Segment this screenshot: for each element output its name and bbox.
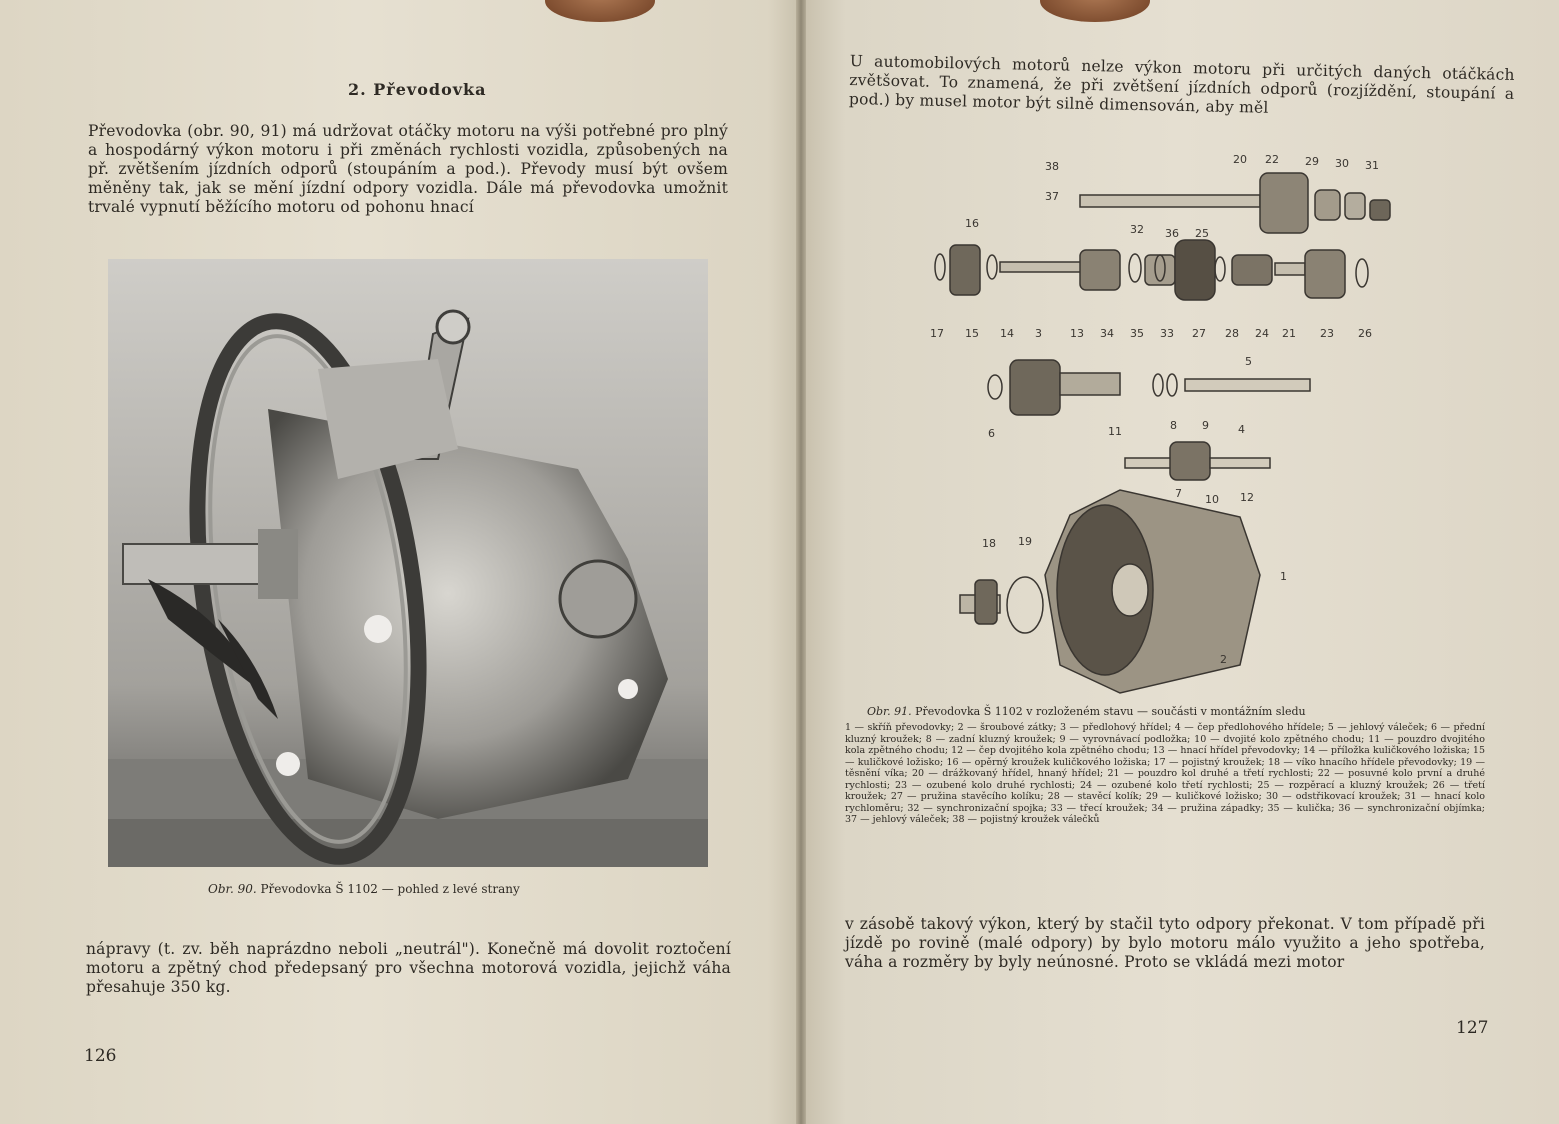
right-page-number: 127 — [1456, 1018, 1489, 1038]
diagram-label-7: 7 — [1175, 487, 1182, 500]
figure-91-text: Převodovka Š 1102 v rozloženém stavu — součásti v montážním sledu — [915, 705, 1306, 718]
figure-91-caption — [867, 705, 1306, 718]
diagram-label-5: 5 — [1245, 355, 1252, 368]
diagram-label-1: 1 — [1280, 570, 1287, 583]
diagram-label-21: 21 — [1282, 327, 1296, 340]
diagram-label-24: 24 — [1255, 327, 1269, 340]
diagram-label-27: 27 — [1192, 327, 1206, 340]
diagram-label-26: 26 — [1358, 327, 1372, 340]
diagram-label-35: 35 — [1130, 327, 1144, 340]
diagram-label-18: 18 — [982, 537, 996, 550]
diagram-label-9: 9 — [1202, 419, 1209, 432]
diagram-label-10: 10 — [1205, 493, 1219, 506]
diagram-label-29: 29 — [1305, 155, 1319, 168]
diagram-label-36: 36 — [1165, 227, 1179, 240]
diagram-label-4: 4 — [1238, 423, 1245, 436]
diagram-label-11: 11 — [1108, 425, 1122, 438]
diagram-label-32: 32 — [1130, 223, 1144, 236]
left-paragraph-1: Převodovka (obr. 90, 91) má udržovat otáčky motoru na výši potřebné pro plný a hospodárný výkon motoru i při změnách rychlosti vozidla, způsobených na př. zvětšením jízdních odporů (stoupáním a pod.). Převody musí být ovšem měněny tak, jak se mění jízdní odpory vozidla. Dále má převodovka umožnit trvalé vypnutí běžícího motoru od pohonu hnací — [88, 122, 728, 216]
diagram-label-28: 28 — [1225, 327, 1239, 340]
right-paragraph-2: v zásobě takový výkon, který by stačil tyto odpory překonat. V tom případě při jízdě po rovině (malé odpory) by bylo motoru málo využito a jeho spotřeba, váha a rozměry by byly neúnosné. Proto se vkládá mezi motor — [845, 915, 1485, 971]
diagram-label-30: 30 — [1335, 157, 1349, 170]
figure-90-label: Obr. 90. — [208, 882, 257, 896]
left-paragraph-2: nápravy (t. zv. běh naprázdno neboli „neutrál"). Konečně má dovolit roztočení motoru a zpětný chod předepsaný pro všechna motorová vozidla, jejichž váha přesahuje 350 kg. — [86, 940, 731, 996]
diagram-label-34: 34 — [1100, 327, 1114, 340]
diagram-label-20: 20 — [1233, 153, 1247, 166]
figure-90-caption — [208, 882, 520, 896]
diagram-label-31: 31 — [1365, 159, 1379, 172]
right-paragraph-1: U automobilových motorů nelze výkon motoru při určitých daných otáčkách zvětšovat. To znamená, že při zvětšení jízdních odporů (rozjíždění, stoupání a pod.) by musel motor být silně dimensován, aby měl — [848, 52, 1515, 117]
section-heading: 2. Převodovka — [348, 80, 487, 99]
diagram-label-16: 16 — [965, 217, 979, 230]
figure-91-legend: 1 — skříň převodovky; 2 — šroubové zátky; 3 — předlohový hřídel; 4 — čep předlohového hřídele; 5 — jehlový váleček; 6 — přední kluzný kroužek; 8 — zadní kluzný kroužek; 9 — vyrovnávací podložka; 10 — dvojité kolo zpětného chodu; 11 — pouzdro dvojitého kola zpětného chodu; 12 — čep dvojitého kola zpětného chodu; 13 — hnací hřídel převodovky; 14 — příložka kuličkového ložiska; 15 — kuličkové ložisko; 16 — opěrný kroužek kuličkového ložiska; 17 — pojistný kroužek; 18 — víko hnacího hřídele převodovky; 19 — těsnění víka; 20 — drážkovaný hřídel, hnaný hřídel; 21 — pouzdro kol druhé a třetí rychlosti; 22 — posuvné kolo první a druhé rychlosti; 23 — ozubené kolo druhé rychlosti; 24 — ozubené kolo třetí rychlosti; 25 — rozpěrací a kluzný kroužek; 26 — třetí kroužek; 27 — pružina stavěcího kolíku; 28 — stavěcí kolík; 29 — kuličkové ložisko; 30 — odstřikovací kroužek; 31 — hnací kolo rychloměru; 32 — synchronizační spojka; 33 — třecí kroužek; 34 — pružina západky; 35 — kulička; 36 — synchronizační objímka; 37 — jehlový váleček; 38 — pojistný kroužek válečků — [845, 722, 1485, 825]
diagram-label-8: 8 — [1170, 419, 1177, 432]
transmission-photo-image — [108, 259, 708, 867]
diagram-label-33: 33 — [1160, 327, 1174, 340]
book-gutter — [796, 0, 806, 1124]
diagram-label-22: 22 — [1265, 153, 1279, 166]
diagram-label-3: 3 — [1035, 327, 1042, 340]
diagram-label-38: 38 — [1045, 160, 1059, 173]
diagram-label-23: 23 — [1320, 327, 1334, 340]
exploded-gearbox-diagram — [920, 145, 1490, 700]
diagram-label-14: 14 — [1000, 327, 1014, 340]
diagram-label-25: 25 — [1195, 227, 1209, 240]
diagram-label-13: 13 — [1070, 327, 1084, 340]
diagram-label-12: 12 — [1240, 491, 1254, 504]
diagram-label-2: 2 — [1220, 653, 1227, 666]
transmission-photo — [108, 259, 708, 867]
figure-90-text: Převodovka Š 1102 — pohled z levé strany — [260, 882, 520, 896]
figure-91-label: Obr. 91. — [867, 705, 912, 718]
diagram-label-15: 15 — [965, 327, 979, 340]
diagram-label-17: 17 — [930, 327, 944, 340]
diagram-label-6: 6 — [988, 427, 995, 440]
left-page-number: 126 — [84, 1046, 117, 1066]
diagram-label-19: 19 — [1018, 535, 1032, 548]
diagram-label-37: 37 — [1045, 190, 1059, 203]
